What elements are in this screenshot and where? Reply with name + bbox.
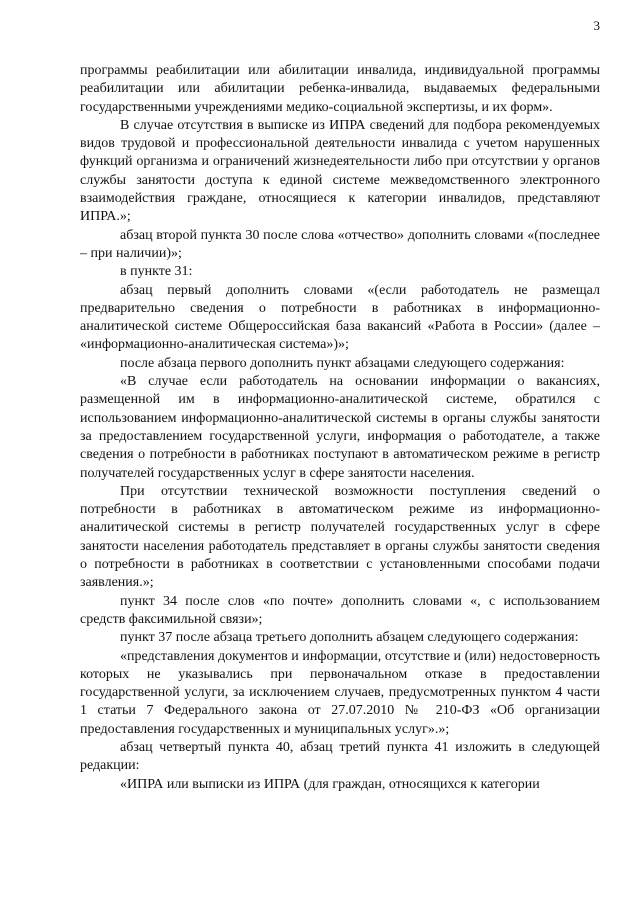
paragraph-2: В случае отсутствия в выписке из ИПРА сведений для подбора рекомендуемых видов трудовой и профессиональной деятельности инвалида с учетом нарушенных функций организма и ограничений жизнедеятельности либо при отсутствии у органов службы занятости доступа к единой системе межведомственного электронного взаимодействия граждане, относящиеся к категории инвалидов, представляют ИПРА.»; [80, 117, 600, 225]
page-number: 3 [593, 18, 600, 33]
paragraph-10: пункт 37 после абзаца третьего дополнить абзацем следующего содержания: [120, 630, 579, 646]
paragraph-1: программы реабилитации или абилитации инвалида, индивидуальной программы реабилитации или абилитации ребенка-инвалида, выдаваемых федеральными государственными учреждениями медико-социальной экспертизы, и их форм». [80, 63, 600, 115]
paragraph-13: «ИПРА или выписки из ИПРА (для граждан, относящихся к категории [120, 776, 540, 792]
paragraph-7: «В случае если работодатель на основании информации о вакансиях, размещенной им в информационно-аналитической системе, обратился с использованием информационно-аналитической системы в органы службы занятости за предоставлением государственной услуги, информация о работодателе, а также сведения о потребности в работниках поступают в автоматическом режиме в регистр получателей государственных услуг в сфере занятости населения. [80, 374, 600, 481]
paragraph-11: «представления документов и информации, отсутствие и (или) недостоверность которых не указывались при первоначальном отказе в предоставлении государственной услуги, за исключением случаев, предусмотренных пунктом 4 части 1 статьи 7 Федерального закона от 27.07.2010 № 210-ФЗ «Об организации предоставления государственных и муниципальных услуг».»; [80, 648, 600, 737]
paragraph-9: пункт 34 после слов «по почте» дополнить словами «, с использованием средств факсимильной связи»; [80, 593, 600, 627]
paragraph-12: абзац четвертый пункта 40, абзац третий пункта 41 изложить в следующей редакции: [80, 739, 600, 774]
paragraph-8: При отсутствии технической возможности поступления сведений о потребности в работниках в автоматическом режиме из информационно-аналитической системы в регистр получателей государственных услуг в сфере занятости населения работодатель представляет в органы службы занятости сведения о потребности в работниках в соответствии с установленными способами подачи заявления.»; [80, 483, 600, 591]
paragraph-6: после абзаца первого дополнить пункт абзацами следующего содержания: [120, 355, 565, 371]
document-body [80, 62, 600, 794]
paragraph-3: абзац второй пункта 30 после слова «отчество» дополнить словами «(последнее – при наличии)»; [80, 227, 600, 261]
paragraph-4: в пункте 31: [120, 264, 193, 280]
paragraph-5: абзац первый дополнить словами «(если работодатель не размещал предварительно сведения о потребности в работниках в информационно-аналитической системе Общероссийская база вакансий «Работа в России» (далее – «информационно-аналитическая система»)»; [80, 282, 600, 353]
